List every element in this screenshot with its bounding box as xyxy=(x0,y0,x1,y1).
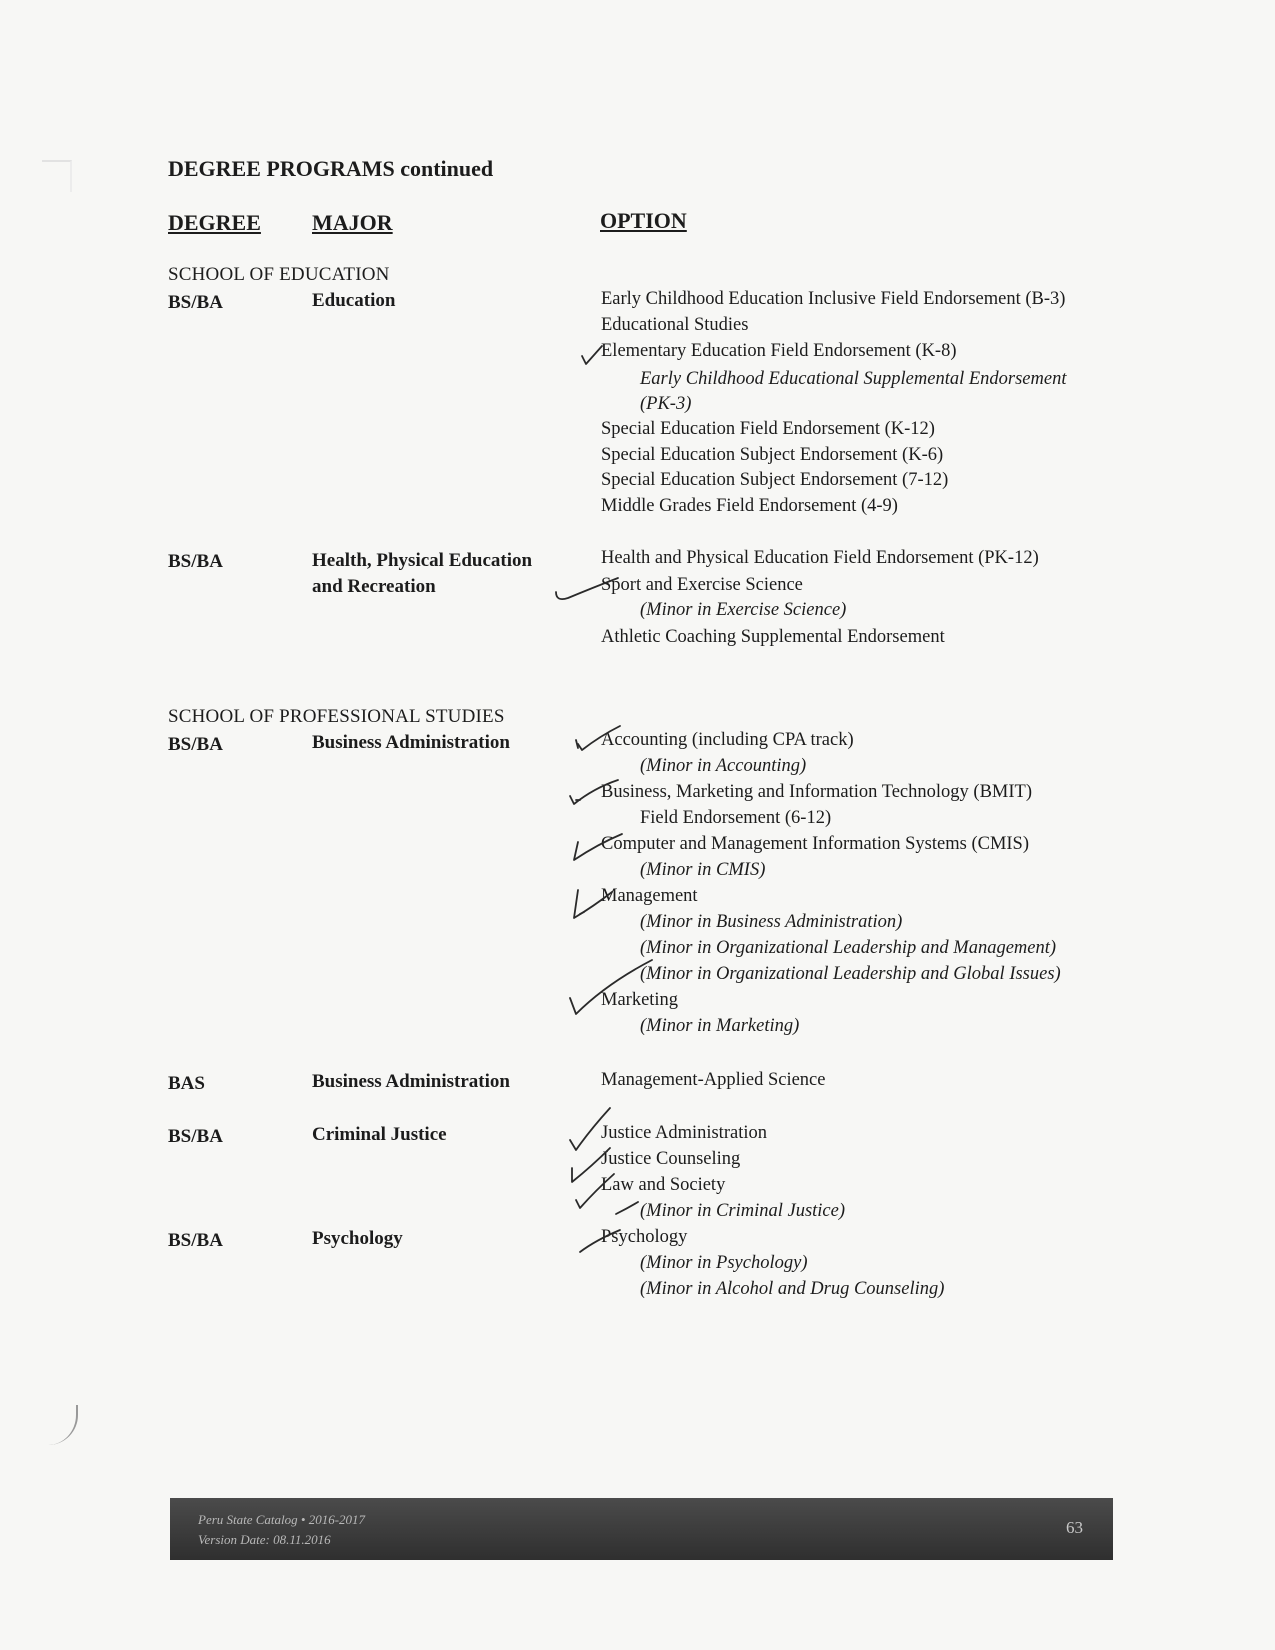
handwritten-check-icon xyxy=(568,884,618,924)
handwritten-check-icon xyxy=(566,778,622,808)
margin-mark-bottom xyxy=(40,1405,78,1445)
option-item: Law and Society xyxy=(601,1175,726,1195)
handwritten-check-icon xyxy=(612,1198,642,1218)
column-header-degree: DEGREE xyxy=(168,210,261,235)
option-item: Athletic Coaching Supplemental Endorsement xyxy=(601,627,945,647)
major-label: Education xyxy=(312,290,396,311)
handwritten-check-icon xyxy=(576,1228,626,1258)
option-item: Management xyxy=(601,886,698,906)
column-header-major: MAJOR xyxy=(312,210,393,235)
option-item: Management-Applied Science xyxy=(601,1070,826,1090)
handwritten-check-icon xyxy=(566,958,656,1018)
option-sub-item: Field Endorsement (6-12) xyxy=(640,808,832,828)
option-sub-item: (Minor in Alcohol and Drug Counseling) xyxy=(640,1279,945,1299)
option-sub-item: (Minor in Business Administration) xyxy=(640,912,903,932)
page-footer xyxy=(170,1498,1113,1560)
option-item: Accounting (including CPA track) xyxy=(601,730,854,750)
option-item: Educational Studies xyxy=(601,315,749,335)
option-item: Justice Administration xyxy=(601,1123,767,1143)
handwritten-check-icon xyxy=(576,342,606,366)
option-item: Special Education Subject Endorsement (K-6) xyxy=(601,445,944,465)
option-sub-item: (Minor in Criminal Justice) xyxy=(640,1201,846,1221)
major-label: Business Administration xyxy=(312,1071,510,1092)
degree-label: BS/BA xyxy=(168,734,223,755)
degree-label: BS/BA xyxy=(168,1230,223,1251)
option-item: Sport and Exercise Science xyxy=(601,575,803,595)
degree-label: BS/BA xyxy=(168,292,223,313)
option-sub-item: Early Childhood Educational Supplemental Endorsement xyxy=(640,369,1067,389)
option-sub-item: (Minor in CMIS) xyxy=(640,860,766,880)
major-label: Psychology xyxy=(312,1228,403,1249)
option-sub-item: (Minor in Marketing) xyxy=(640,1016,800,1036)
major-label: Criminal Justice xyxy=(312,1124,447,1145)
option-sub-item: (Minor in Accounting) xyxy=(640,756,807,776)
page-title: DEGREE PROGRAMS continued xyxy=(168,156,494,181)
school-heading-education: SCHOOL OF EDUCATION xyxy=(168,264,390,285)
footer-version-date: Version Date: 08.11.2016 xyxy=(198,1532,331,1547)
option-sub-item: (Minor in Organizational Leadership and Management) xyxy=(640,938,1057,958)
option-sub-item: (Minor in Exercise Science) xyxy=(640,600,847,620)
major-label: Business Administration xyxy=(312,732,510,753)
margin-mark-top xyxy=(42,160,72,192)
handwritten-check-icon xyxy=(552,576,622,606)
option-item: Middle Grades Field Endorsement (4-9) xyxy=(601,496,898,516)
degree-label: BS/BA xyxy=(168,551,223,572)
page-number: 63 xyxy=(1066,1518,1083,1537)
option-sub-item: (Minor in Psychology) xyxy=(640,1253,808,1273)
option-item: Justice Counseling xyxy=(601,1149,741,1169)
option-item: Early Childhood Education Inclusive Field Endorsement (B-3) xyxy=(601,289,1066,309)
option-item: Health and Physical Education Field Endorsement (PK-12) xyxy=(601,548,1039,568)
option-sub-item: (Minor in Organizational Leadership and Global Issues) xyxy=(640,964,1061,984)
option-item: Marketing xyxy=(601,990,679,1010)
major-label: Health, Physical Education xyxy=(312,550,533,571)
option-item: Psychology xyxy=(601,1227,688,1247)
major-label: and Recreation xyxy=(312,576,436,597)
option-item: Computer and Management Information Systems (CMIS) xyxy=(601,834,1030,854)
handwritten-check-icon xyxy=(568,830,624,864)
option-sub-item: (PK-3) xyxy=(640,394,692,414)
handwritten-check-icon xyxy=(574,724,624,754)
option-item: Business, Marketing and Information Technology (BMIT) xyxy=(601,782,1032,802)
school-heading-professional: SCHOOL OF PROFESSIONAL STUDIES xyxy=(168,706,505,727)
degree-label: BS/BA xyxy=(168,1126,223,1147)
column-header-option: OPTION xyxy=(600,208,687,233)
degree-label: BAS xyxy=(168,1073,205,1094)
option-item: Elementary Education Field Endorsement (K-8) xyxy=(601,341,957,361)
option-item: Special Education Subject Endorsement (7-12) xyxy=(601,470,949,490)
footer-catalog-title: Peru State Catalog • 2016-2017 xyxy=(198,1512,366,1527)
option-item: Special Education Field Endorsement (K-12) xyxy=(601,419,935,439)
